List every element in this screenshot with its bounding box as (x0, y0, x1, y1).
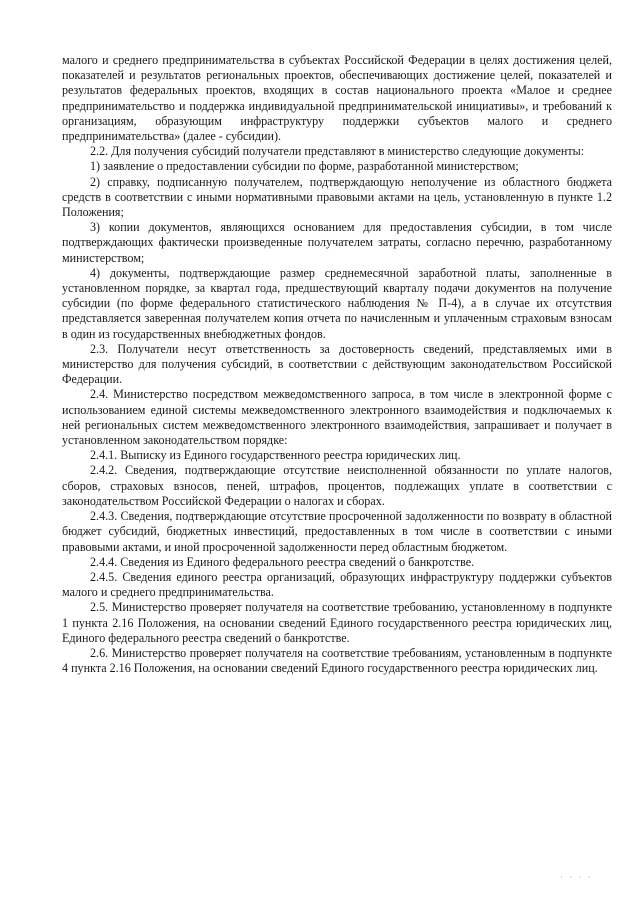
paragraph-2-6: 2.6. Министерство проверяет получателя на соответствие требованиям, установленным в подпункте 4 пункта 2.16 Положения, на основании сведений Единого государственного реестра юридических лиц. (62, 645, 612, 676)
paragraph-2-4-1: 2.4.1. Выписку из Единого государственного реестра юридических лиц. (90, 448, 461, 463)
paragraph-2-4-5: 2.4.5. Сведения единого реестра организаций, образующих инфраструктуру поддержки субъектов малого и среднего предпринимательства. (62, 569, 612, 600)
paragraph-item-2: 2) справку, подписанную получателем, подтверждающую неполучение из областного бюджета средств в соответствии с иными нормативными правовыми актами на цель, установленную в пункте 1.2 Положения; (62, 174, 612, 220)
paragraph-item-4: 4) документы, подтверждающие размер среднемесячной заработной платы, заполненные в установленном порядке, за квартал года, предшествующий кварталу подачи документов на получение субсидии (по форме федерального статистического наблюдения № П-4), а в случае их отсутствия представляется заверенная получателем копия отчета по начисленным и уплаченным страховым взносам в один из государственных внебюджетных фондов. (62, 265, 612, 341)
paragraph-2-2: 2.2. Для получения субсидий получатели представляют в министерство следующие документы: (90, 144, 585, 159)
paragraph-2-4-2: 2.4.2. Сведения, подтверждающие отсутствие неисполненной обязанности по уплате налогов, сборов, страховых взносов, пеней, штрафов, процентов, подлежащих уплате в соответствии с законодательством Российской Федерации о налогах и сборах. (62, 463, 612, 508)
paragraph-2-4-4: 2.4.4. Сведения из Единого федерального реестра сведений о банкротстве. (90, 554, 475, 569)
paragraph-2-4-3: 2.4.3. Сведения, подтверждающие отсутствие просроченной задолженности по возврату в областной бюджет субсидий, бюджетных инвестиций, предоставленных в том числе в соответствии с иными правовыми актами, и иной просроченной задолженности перед областным бюджетом. (62, 509, 612, 554)
paragraph-continuation: малого и среднего предпринимательства в субъектах Российской Федерации в целях достижения целей, показателей и результатов региональных проектов, обеспечивающих достижение целей, показателей и результатов федеральных проектов, входящих в состав национального проекта «Малое и среднее предпринимательство и поддержка индивидуальной предпринимательской инициативы», и требований к организациям, образующим инфраструктуру поддержки субъектов малого и среднего предпринимательства» (далее - субсидии). (62, 53, 612, 144)
paragraph-2-4: 2.4. Министерство посредством межведомственного запроса, в том числе в электронной форме с использованием единой системы межведомственного электронного взаимодействия и подключаемых к ней региональных систем межведомственного электронного взаимодействия, запрашивает и получает в установленном законодательством порядке: (62, 387, 612, 448)
scan-artifact: · · · · (560, 872, 593, 882)
paragraph-item-3: 3) копии документов, являющихся основанием для предоставления субсидии, в том числе подтверждающих фактически произведенные получателем затраты, согласно перечню, разработанному министерством; (62, 220, 612, 265)
paragraph-2-3: 2.3. Получатели несут ответственность за достоверность сведений, представляемых ими в министерство для получения субсидий, в соответствии с действующим законодательством Российской Федерации. (62, 341, 612, 387)
paragraph-2-5: 2.5. Министерство проверяет получателя на соответствие требованию, установленному в подпункте 1 пункта 2.16 Положения, на основании сведений Единого государственного реестра юридических лиц, Единого федерального реестра сведений о банкротстве. (62, 600, 612, 645)
paragraph-item-1: 1) заявление о предоставлении субсидии по форме, разработанной министерством; (90, 159, 519, 174)
